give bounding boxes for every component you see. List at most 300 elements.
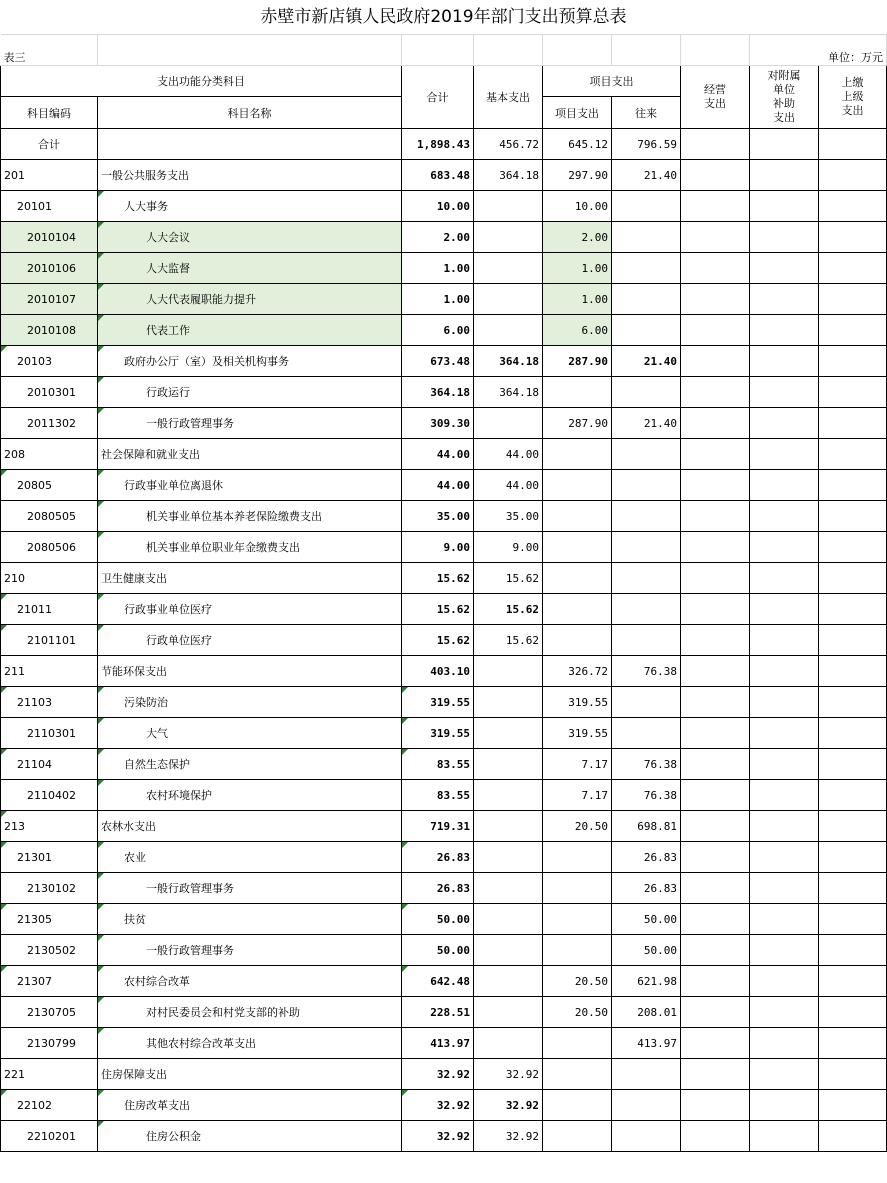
cell-name: 行政运行 [98, 377, 402, 408]
header-subsidiary: 对附属 单位 补助 支出 [750, 66, 819, 129]
cell-operating [681, 346, 750, 377]
cell-transfer [612, 501, 681, 532]
cell-operating [681, 408, 750, 439]
cell-name: 一般行政管理事务 [98, 873, 402, 904]
table-row [1, 842, 887, 873]
cell-transfer [612, 532, 681, 563]
cell-subsidiary [750, 408, 819, 439]
cell-name: 节能环保支出 [98, 656, 402, 687]
cell-code: 2080506 [1, 532, 98, 563]
cell-code: 2130102 [1, 873, 98, 904]
cell-total: 319.55 [402, 718, 474, 749]
cell-total: 83.55 [402, 780, 474, 811]
cell-subsidiary [750, 129, 819, 160]
cell-remit [819, 191, 887, 222]
cell-code: 2130502 [1, 935, 98, 966]
cell-operating [681, 222, 750, 253]
cell-name: 其他农村综合改革支出 [98, 1028, 402, 1059]
cell-subsidiary [750, 222, 819, 253]
cell-project [543, 842, 612, 873]
cell-project: 297.90 [543, 160, 612, 191]
cell-remit [819, 284, 887, 315]
cell-basic [474, 315, 543, 346]
cell-project [543, 439, 612, 470]
cell-transfer [612, 594, 681, 625]
cell-total: 15.62 [402, 625, 474, 656]
header-total: 合计 [402, 66, 474, 129]
cell-subsidiary [750, 315, 819, 346]
cell-code: 20805 [1, 470, 98, 501]
cell-transfer: 21.40 [612, 160, 681, 191]
cell-subsidiary [750, 997, 819, 1028]
cell-remit [819, 160, 887, 191]
table-row [1, 1090, 887, 1121]
header-name: 科目名称 [98, 97, 402, 129]
header-project-group: 项目支出 [543, 66, 681, 97]
table-row [1, 718, 887, 749]
cell-subsidiary [750, 625, 819, 656]
cell-total: 32.92 [402, 1059, 474, 1090]
cell-code: 2210201 [1, 1121, 98, 1152]
cell-code: 2011302 [1, 408, 98, 439]
cell-operating [681, 687, 750, 718]
cell-operating [681, 377, 750, 408]
cell-operating [681, 160, 750, 191]
cell-total: 403.10 [402, 656, 474, 687]
cell-remit [819, 873, 887, 904]
cell-basic [474, 1028, 543, 1059]
cell-transfer [612, 718, 681, 749]
cell-total: 309.30 [402, 408, 474, 439]
cell-project: 20.50 [543, 997, 612, 1028]
cell-total: 50.00 [402, 935, 474, 966]
table-row [1, 532, 887, 563]
cell-transfer [612, 470, 681, 501]
cell-remit [819, 253, 887, 284]
cell-total: 26.83 [402, 842, 474, 873]
cell-code: 2010106 [1, 253, 98, 284]
cell-project [543, 377, 612, 408]
cell-subsidiary [750, 1090, 819, 1121]
cell-project [543, 873, 612, 904]
cell-subsidiary [750, 842, 819, 873]
cell-total: 32.92 [402, 1121, 474, 1152]
cell-subsidiary [750, 935, 819, 966]
cell-total: 35.00 [402, 501, 474, 532]
cell-basic: 32.92 [474, 1090, 543, 1121]
unit-label: 单位：万元 [750, 35, 887, 66]
cell-code: 221 [1, 1059, 98, 1090]
cell-code: 2010301 [1, 377, 98, 408]
sheet-meta-row [1, 35, 887, 66]
cell-subsidiary [750, 346, 819, 377]
cell-total: 44.00 [402, 439, 474, 470]
cell-remit [819, 625, 887, 656]
table-row [1, 315, 887, 346]
cell-basic [474, 842, 543, 873]
table-row [1, 1121, 887, 1152]
cell-subsidiary [750, 1121, 819, 1152]
cell-transfer: 796.59 [612, 129, 681, 160]
cell-operating [681, 966, 750, 997]
cell-code: 201 [1, 160, 98, 191]
cell-total: 673.48 [402, 346, 474, 377]
cell-transfer: 208.01 [612, 997, 681, 1028]
cell-remit [819, 594, 887, 625]
page-title: 赤壁市新店镇人民政府2019年部门支出预算总表 [260, 7, 627, 27]
cell-remit [819, 1090, 887, 1121]
cell-subsidiary [750, 811, 819, 842]
header-remit: 上缴 上级 支出 [819, 66, 887, 129]
cell-basic [474, 718, 543, 749]
table-row [1, 749, 887, 780]
cell-basic: 364.18 [474, 160, 543, 191]
cell-project: 326.72 [543, 656, 612, 687]
cell-remit [819, 811, 887, 842]
cell-total: 83.55 [402, 749, 474, 780]
budget-table [0, 34, 887, 1152]
cell-subsidiary [750, 749, 819, 780]
table-row [1, 966, 887, 997]
table-row [1, 873, 887, 904]
cell-subsidiary [750, 656, 819, 687]
cell-code: 2110301 [1, 718, 98, 749]
cell-name: 社会保障和就业支出 [98, 439, 402, 470]
table-row [1, 160, 887, 191]
cell-remit [819, 222, 887, 253]
cell-code: 21103 [1, 687, 98, 718]
cell-name: 自然生态保护 [98, 749, 402, 780]
cell-project [543, 563, 612, 594]
cell-operating [681, 718, 750, 749]
cell-total: 1.00 [402, 253, 474, 284]
cell-subsidiary [750, 1059, 819, 1090]
cell-code: 22102 [1, 1090, 98, 1121]
table-row [1, 377, 887, 408]
cell-code: 20101 [1, 191, 98, 222]
cell-project: 287.90 [543, 408, 612, 439]
cell-code: 213 [1, 811, 98, 842]
table-row [1, 439, 887, 470]
cell-project [543, 1028, 612, 1059]
table-row [1, 408, 887, 439]
cell-remit [819, 718, 887, 749]
cell-code: 210 [1, 563, 98, 594]
cell-operating [681, 129, 750, 160]
cell-project: 7.17 [543, 780, 612, 811]
cell-name: 农业 [98, 842, 402, 873]
cell-basic [474, 284, 543, 315]
cell-total: 15.62 [402, 563, 474, 594]
cell-subsidiary [750, 160, 819, 191]
cell-subsidiary [750, 191, 819, 222]
cell-remit [819, 904, 887, 935]
cell-total: 2.00 [402, 222, 474, 253]
cell-operating [681, 284, 750, 315]
cell-transfer [612, 563, 681, 594]
cell-name: 对村民委员会和村党支部的补助 [98, 997, 402, 1028]
cell-operating [681, 594, 750, 625]
cell-remit [819, 966, 887, 997]
cell-subsidiary [750, 377, 819, 408]
cell-remit [819, 377, 887, 408]
table-row [1, 1028, 887, 1059]
table-row [1, 780, 887, 811]
cell-name: 一般行政管理事务 [98, 935, 402, 966]
cell-project: 10.00 [543, 191, 612, 222]
cell-remit [819, 780, 887, 811]
cell-basic: 456.72 [474, 129, 543, 160]
cell-transfer: 698.81 [612, 811, 681, 842]
cell-name: 住房公积金 [98, 1121, 402, 1152]
cell-name: 代表工作 [98, 315, 402, 346]
cell-basic: 15.62 [474, 594, 543, 625]
cell-name: 一般公共服务支出 [98, 160, 402, 191]
cell-transfer [612, 284, 681, 315]
cell-name [98, 129, 402, 160]
cell-project: 287.90 [543, 346, 612, 377]
cell-total: 10.00 [402, 191, 474, 222]
cell-remit [819, 1028, 887, 1059]
cell-name: 行政单位医疗 [98, 625, 402, 656]
table-row [1, 284, 887, 315]
cell-total: 50.00 [402, 904, 474, 935]
cell-total: 413.97 [402, 1028, 474, 1059]
table-row [1, 222, 887, 253]
cell-total: 683.48 [402, 160, 474, 191]
cell-total: 719.31 [402, 811, 474, 842]
cell-remit [819, 656, 887, 687]
cell-project [543, 594, 612, 625]
cell-name: 行政事业单位离退休 [98, 470, 402, 501]
table-row [1, 656, 887, 687]
cell-code: 21104 [1, 749, 98, 780]
table-row [1, 935, 887, 966]
cell-remit [819, 470, 887, 501]
cell-project: 2.00 [543, 222, 612, 253]
cell-subsidiary [750, 780, 819, 811]
cell-code: 2101101 [1, 625, 98, 656]
cell-basic [474, 253, 543, 284]
cell-basic [474, 408, 543, 439]
cell-basic: 32.92 [474, 1059, 543, 1090]
cell-transfer: 50.00 [612, 935, 681, 966]
cell-name: 农村综合改革 [98, 966, 402, 997]
cell-remit [819, 749, 887, 780]
cell-subsidiary [750, 594, 819, 625]
cell-project [543, 470, 612, 501]
cell-code: 20103 [1, 346, 98, 377]
table-row [1, 687, 887, 718]
cell-subsidiary [750, 966, 819, 997]
table-row [1, 191, 887, 222]
cell-name: 政府办公厅（室）及相关机构事务 [98, 346, 402, 377]
cell-subsidiary [750, 718, 819, 749]
cell-transfer: 76.38 [612, 780, 681, 811]
cell-operating [681, 997, 750, 1028]
cell-basic: 364.18 [474, 377, 543, 408]
cell-transfer: 26.83 [612, 842, 681, 873]
cell-transfer: 21.40 [612, 346, 681, 377]
cell-name: 人大监督 [98, 253, 402, 284]
cell-total: 9.00 [402, 532, 474, 563]
table-row [1, 501, 887, 532]
cell-transfer: 413.97 [612, 1028, 681, 1059]
cell-project: 645.12 [543, 129, 612, 160]
cell-basic: 364.18 [474, 346, 543, 377]
cell-code: 2080505 [1, 501, 98, 532]
cell-transfer: 26.83 [612, 873, 681, 904]
cell-basic: 44.00 [474, 439, 543, 470]
table-row [1, 1059, 887, 1090]
cell-operating [681, 625, 750, 656]
cell-project: 20.50 [543, 811, 612, 842]
cell-code: 21301 [1, 842, 98, 873]
cell-transfer [612, 191, 681, 222]
cell-name: 一般行政管理事务 [98, 408, 402, 439]
cell-project [543, 1090, 612, 1121]
cell-name: 扶贫 [98, 904, 402, 935]
cell-name: 卫生健康支出 [98, 563, 402, 594]
cell-project [543, 532, 612, 563]
cell-project: 20.50 [543, 966, 612, 997]
cell-code: 合计 [1, 129, 98, 160]
cell-name: 人大事务 [98, 191, 402, 222]
cell-operating [681, 935, 750, 966]
cell-operating [681, 1059, 750, 1090]
cell-name: 大气 [98, 718, 402, 749]
cell-project: 7.17 [543, 749, 612, 780]
cell-basic [474, 749, 543, 780]
cell-operating [681, 532, 750, 563]
header-operating: 经营 支出 [681, 66, 750, 129]
cell-basic [474, 811, 543, 842]
cell-basic: 15.62 [474, 563, 543, 594]
sheet-label: 表三 [1, 35, 98, 66]
cell-name: 人大代表履职能力提升 [98, 284, 402, 315]
cell-subsidiary [750, 1028, 819, 1059]
cell-basic: 9.00 [474, 532, 543, 563]
cell-basic [474, 191, 543, 222]
cell-code: 21307 [1, 966, 98, 997]
cell-operating [681, 842, 750, 873]
cell-total: 319.55 [402, 687, 474, 718]
cell-name: 住房保障支出 [98, 1059, 402, 1090]
cell-subsidiary [750, 687, 819, 718]
cell-name: 人大会议 [98, 222, 402, 253]
cell-transfer [612, 377, 681, 408]
cell-total: 32.92 [402, 1090, 474, 1121]
table-row [1, 997, 887, 1028]
cell-basic [474, 966, 543, 997]
cell-project: 319.55 [543, 687, 612, 718]
cell-operating [681, 501, 750, 532]
cell-operating [681, 749, 750, 780]
cell-project [543, 501, 612, 532]
cell-project: 1.00 [543, 253, 612, 284]
header-project: 项目支出 [543, 97, 612, 129]
cell-code: 2010104 [1, 222, 98, 253]
cell-transfer: 621.98 [612, 966, 681, 997]
cell-project [543, 1059, 612, 1090]
cell-project [543, 1121, 612, 1152]
cell-transfer: 21.40 [612, 408, 681, 439]
cell-operating [681, 1028, 750, 1059]
cell-total: 44.00 [402, 470, 474, 501]
total-row [1, 129, 887, 160]
cell-total: 26.83 [402, 873, 474, 904]
header-row-1 [1, 66, 887, 97]
cell-transfer [612, 222, 681, 253]
cell-total: 1,898.43 [402, 129, 474, 160]
table-row [1, 470, 887, 501]
cell-total: 1.00 [402, 284, 474, 315]
cell-basic [474, 687, 543, 718]
cell-name: 行政事业单位医疗 [98, 594, 402, 625]
cell-subsidiary [750, 904, 819, 935]
cell-subsidiary [750, 284, 819, 315]
cell-name: 住房改革支出 [98, 1090, 402, 1121]
table-row [1, 904, 887, 935]
cell-remit [819, 563, 887, 594]
cell-operating [681, 780, 750, 811]
cell-basic: 35.00 [474, 501, 543, 532]
cell-subsidiary [750, 501, 819, 532]
cell-basic: 15.62 [474, 625, 543, 656]
cell-operating [681, 811, 750, 842]
cell-operating [681, 1121, 750, 1152]
cell-code: 2010108 [1, 315, 98, 346]
cell-operating [681, 439, 750, 470]
cell-total: 364.18 [402, 377, 474, 408]
cell-remit [819, 935, 887, 966]
cell-transfer [612, 439, 681, 470]
cell-operating [681, 315, 750, 346]
table-row [1, 811, 887, 842]
cell-operating [681, 563, 750, 594]
cell-name: 污染防治 [98, 687, 402, 718]
cell-basic [474, 780, 543, 811]
table-row [1, 253, 887, 284]
header-transfer: 往来 [612, 97, 681, 129]
cell-transfer [612, 687, 681, 718]
table-row [1, 594, 887, 625]
cell-transfer [612, 625, 681, 656]
cell-transfer: 76.38 [612, 656, 681, 687]
cell-project [543, 625, 612, 656]
header-basic: 基本支出 [474, 66, 543, 129]
cell-operating [681, 253, 750, 284]
cell-transfer [612, 253, 681, 284]
cell-code: 2130705 [1, 997, 98, 1028]
cell-code: 2110402 [1, 780, 98, 811]
cell-basic: 32.92 [474, 1121, 543, 1152]
cell-remit [819, 408, 887, 439]
table-row [1, 563, 887, 594]
cell-remit [819, 129, 887, 160]
cell-operating [681, 656, 750, 687]
cell-transfer [612, 315, 681, 346]
cell-basic [474, 222, 543, 253]
table-row [1, 346, 887, 377]
cell-name: 农村环境保护 [98, 780, 402, 811]
cell-total: 228.51 [402, 997, 474, 1028]
cell-transfer: 76.38 [612, 749, 681, 780]
cell-remit [819, 997, 887, 1028]
cell-remit [819, 687, 887, 718]
cell-remit [819, 532, 887, 563]
cell-subsidiary [750, 873, 819, 904]
